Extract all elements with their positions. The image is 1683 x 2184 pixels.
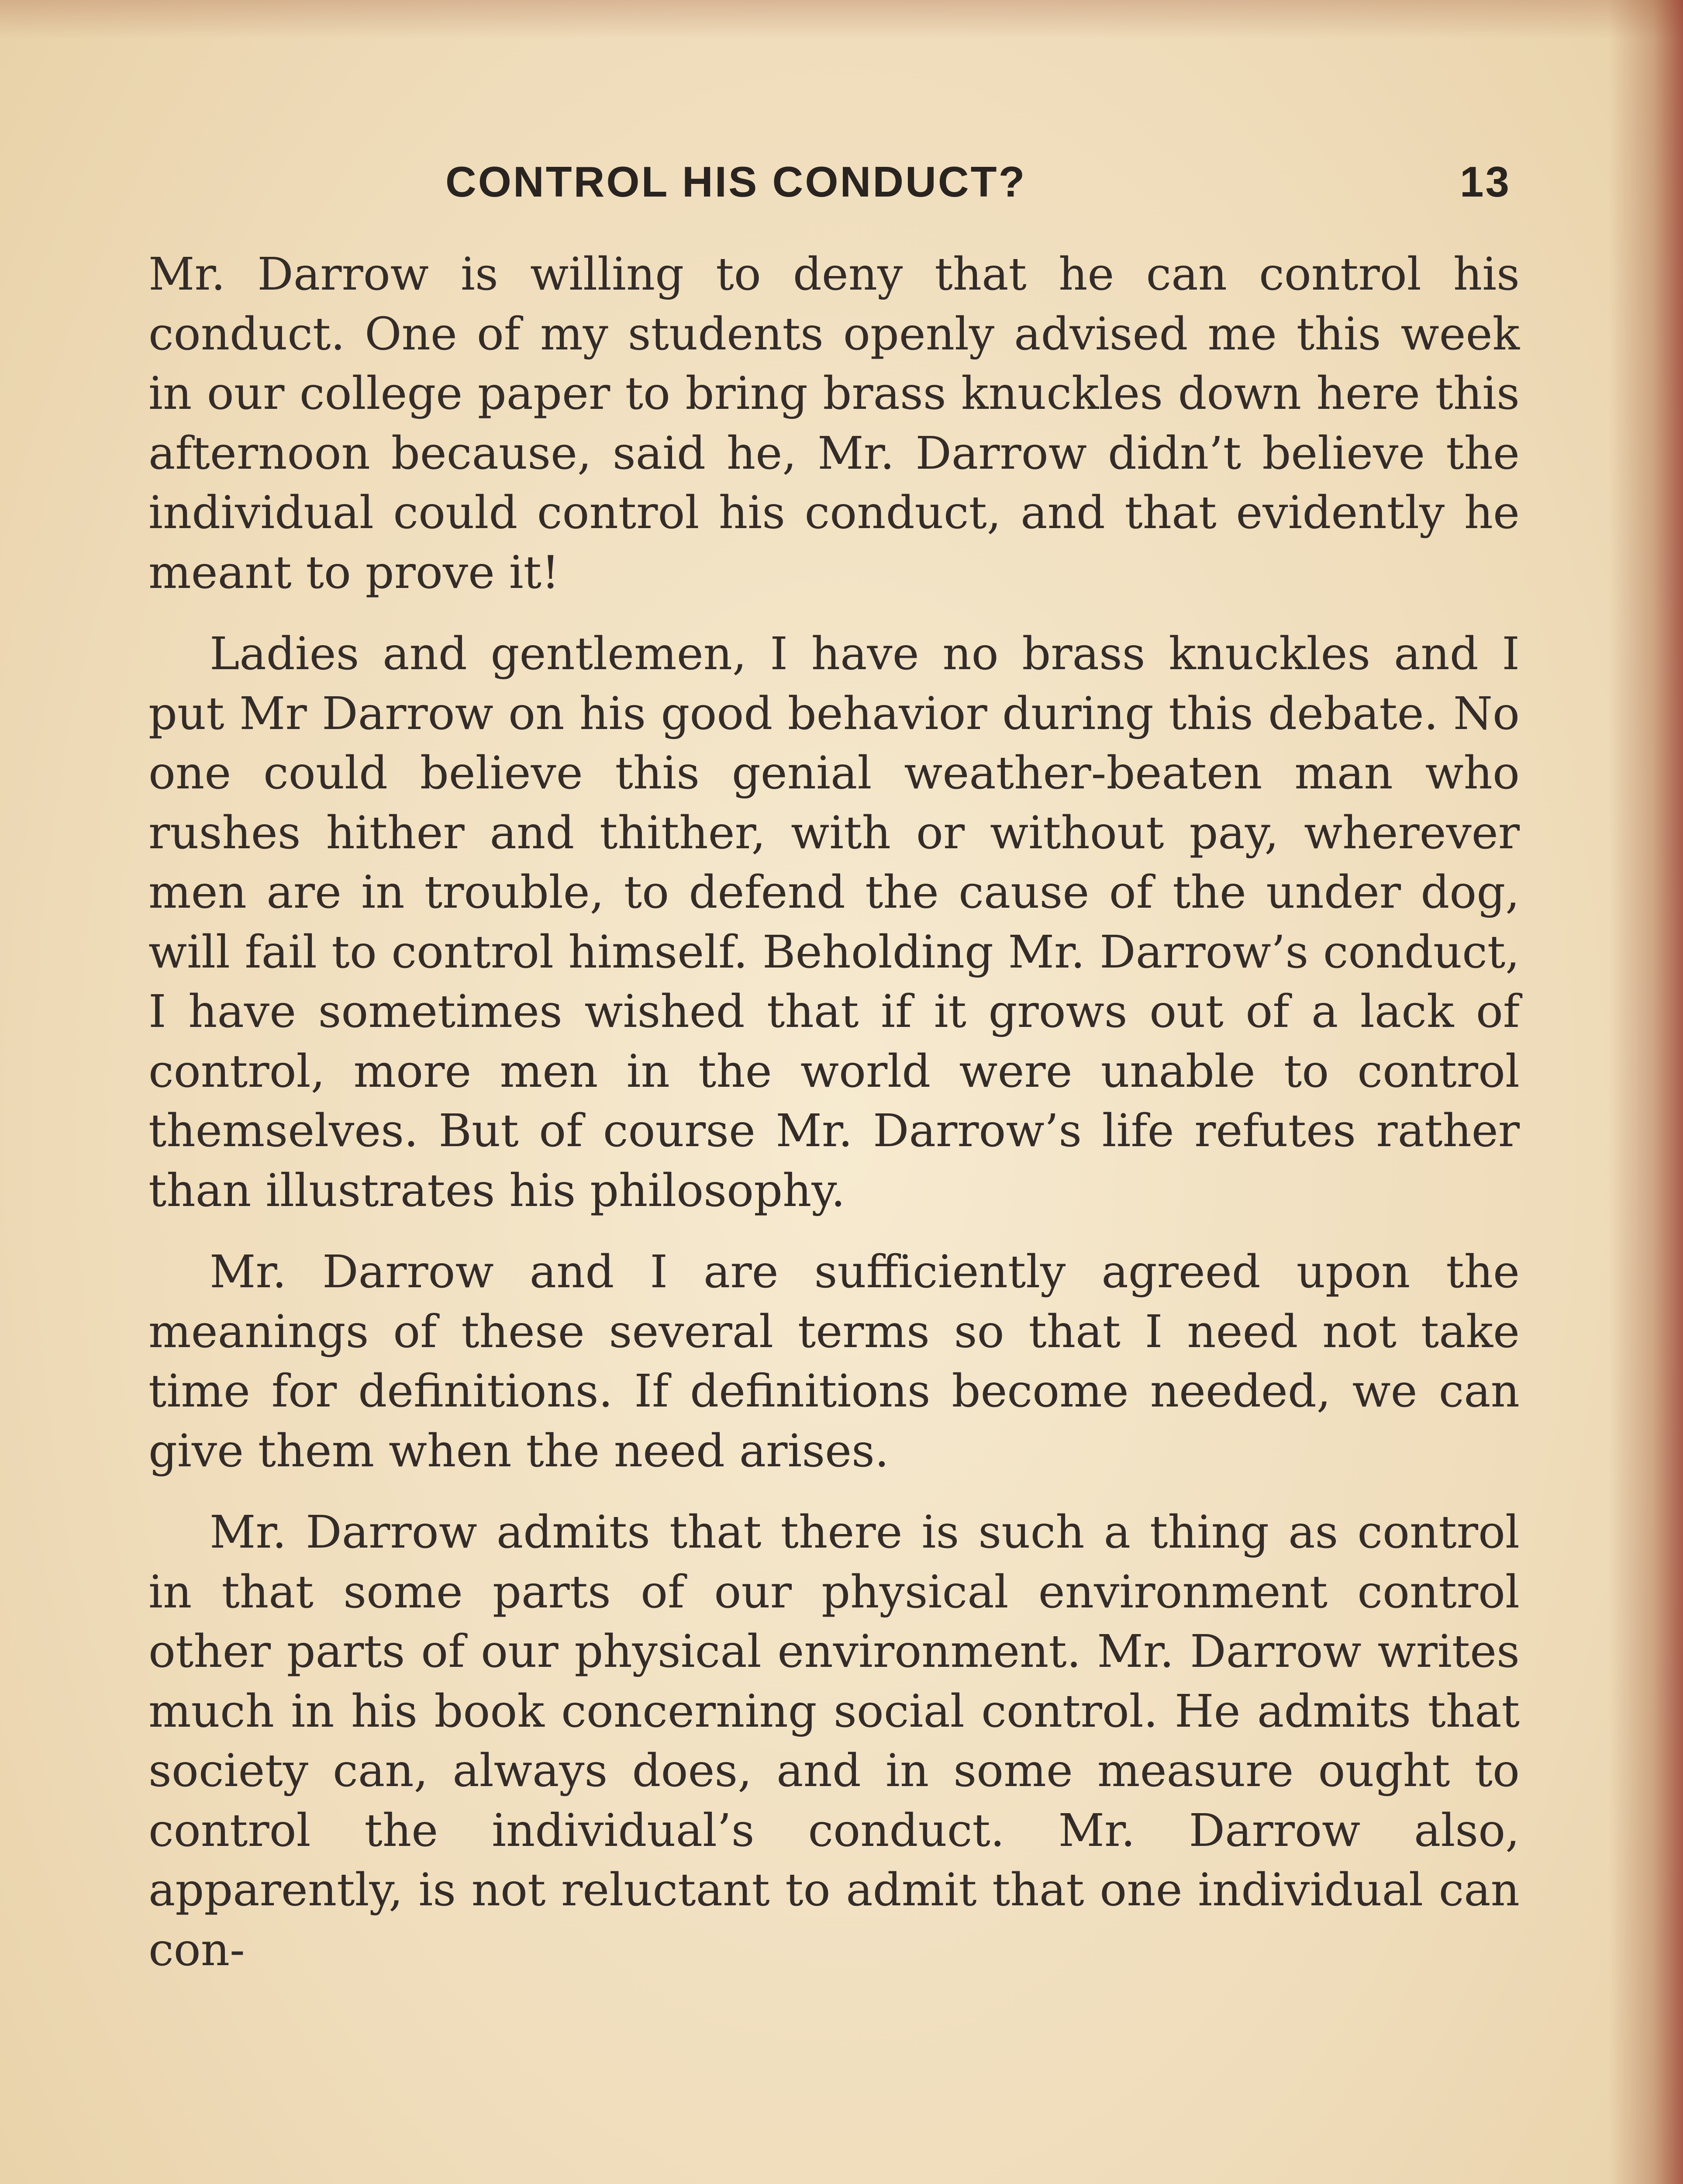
running-title: CONTROL HIS CONDUCT? <box>445 158 1027 206</box>
paragraph-2: Ladies and gentlemen, I have no brass knuckles and I put Mr Darrow on his good behavior during this debate. No one could believe this genial weather-beaten man who rushes hither and thither, with or without pay, wherever men are in trouble, to defend the cause of the under dog, will fail to control himself. Beholding Mr. Darrow’s conduct, I have sometimes wished that if it grows out of a lack of control, more men in the world were unable to control themselves. But of course Mr. Darrow’s life refutes rather than illustrates his philosophy. <box>148 628 1520 1217</box>
paragraph-1: Mr. Darrow is willing to deny that he can control his conduct. One of my students openly advised me this week in our college paper to bring brass knuckles down here this afternoon because, said he, Mr. Darrow didn’t believe the individual could control his conduct, and that evidently he meant to prove it! <box>148 248 1520 599</box>
running-header <box>148 149 1520 210</box>
page-right-edge <box>1609 0 1683 2184</box>
page-top-edge <box>0 0 1683 39</box>
paragraph-3: Mr. Darrow and I are sufficiently agreed upon the meanings of these several terms so that I need not take time for definitions. If definitions become needed, we can give them when the need arises. <box>148 1246 1520 1477</box>
paragraph-4: Mr. Darrow admits that there is such a thing as control in that some parts of our physical environment control other parts of our physical environment. Mr. Darrow writes much in his book concerning social control. He admits that society can, always does, and in some measure ought to control the individual’s conduct. Mr. Darrow also, apparently, is not reluctant to admit that one individual can con- <box>148 1506 1520 1976</box>
page-number: 13 <box>1459 158 1511 206</box>
body-text <box>148 245 1520 2001</box>
